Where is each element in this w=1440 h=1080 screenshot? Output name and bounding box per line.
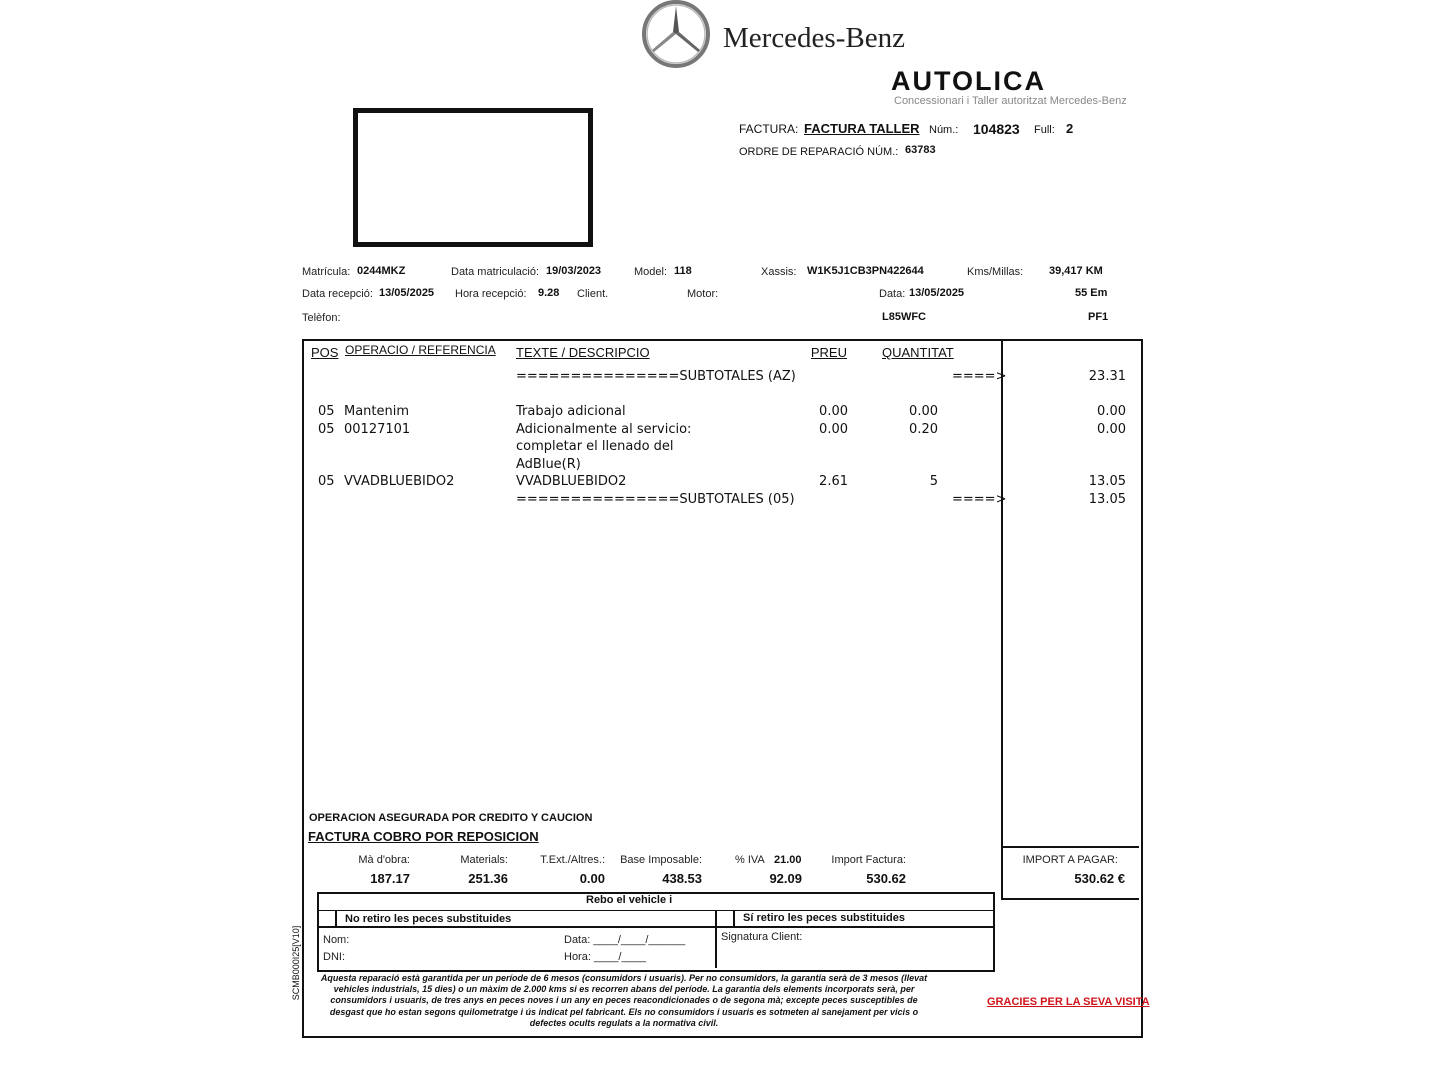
iva-pct: 21.00 xyxy=(774,854,802,866)
table-border-right xyxy=(1141,339,1143,1038)
em-value: 55 Em xyxy=(1075,287,1108,299)
table-row-1-qty: 0.00 xyxy=(909,404,938,419)
subtotal-az-arrow: ====> xyxy=(952,369,1007,384)
data-recepcio-label: Data recepció: xyxy=(302,288,373,300)
client-label: Client. xyxy=(577,288,609,300)
num-label: Núm.: xyxy=(929,124,959,136)
address-window xyxy=(353,108,593,247)
table-row-1-ref: Mantenim xyxy=(344,404,410,419)
si-retiro-tick xyxy=(733,910,735,926)
table-row-2-ref: 00127101 xyxy=(344,422,411,437)
text-label: T.Ext./Altres.: xyxy=(540,854,605,866)
materials-value: 251.36 xyxy=(468,871,508,886)
table-row-3-qty: 5 xyxy=(929,474,938,489)
factura-value: FACTURA TALLER xyxy=(804,121,920,136)
reception-title: Rebo el vehicle i xyxy=(586,894,673,906)
full-value: 2 xyxy=(1066,121,1074,136)
col-header-texte: TEXTE / DESCRIPCIO xyxy=(516,345,650,360)
factura-label: FACTURA: xyxy=(739,122,799,136)
model-value: 118 xyxy=(674,265,692,277)
base-label: Base Imposable: xyxy=(620,854,702,866)
table-row-1-amount: 0.00 xyxy=(1097,404,1126,419)
materials-label: Materials: xyxy=(460,854,508,866)
no-retiro-tick xyxy=(335,910,337,926)
no-retiro-option: No retiro les peces substituides xyxy=(345,913,512,925)
import-value: 530.62 xyxy=(866,871,906,886)
reception-column-divider xyxy=(715,910,717,968)
side-code: SCMB000I25[V10] xyxy=(291,925,301,1001)
import-label: Import Factura: xyxy=(831,854,906,866)
num-value: 104823 xyxy=(973,121,1020,137)
table-row-2-desc-line3: AdBlue(R) xyxy=(516,457,581,472)
data-value: 13/05/2025 xyxy=(909,287,965,299)
xassis-label: Xassis: xyxy=(761,266,797,278)
kms-value: 39,417 KM xyxy=(1049,265,1103,277)
pagar-value: 530.62 € xyxy=(1074,871,1125,886)
reception-title-divider xyxy=(319,910,993,911)
amount-column-divider xyxy=(1001,339,1003,900)
dealer-name: AUTOLICA xyxy=(891,66,1046,96)
note-cobro: FACTURA COBRO POR REPOSICION xyxy=(308,829,539,844)
matricula-label: Matrícula: xyxy=(302,266,351,278)
ma-obra-label: Mà d'obra: xyxy=(358,854,410,866)
ordre-label: ORDRE DE REPARACIÓ NÚM.: xyxy=(739,146,899,158)
data-matric-value: 19/03/2023 xyxy=(546,265,602,277)
note-asegurada: OPERACION ASEGURADA POR CREDITO Y CAUCION xyxy=(309,812,593,824)
table-row-3-ref: VVADBLUEBIDO2 xyxy=(344,474,455,489)
hora-recepcio-value: 9.28 xyxy=(538,287,560,299)
text-value: 0.00 xyxy=(579,871,605,886)
ma-obra-value: 187.17 xyxy=(370,871,410,886)
si-retiro-option: Sí retiro les peces substituides xyxy=(743,912,906,924)
data-label: Data: xyxy=(879,288,906,300)
hora-signature-field: Hora: ____/____ xyxy=(564,951,646,963)
table-row-2-desc-line1: Adicionalmente al servicio: xyxy=(516,422,692,437)
pagar-label: IMPORT A PAGAR: xyxy=(1022,854,1118,866)
brand-name: Mercedes-Benz xyxy=(723,22,905,54)
table-row-2-desc-line2: completar el llenado del xyxy=(516,439,674,454)
dni-label: DNI: xyxy=(323,951,345,963)
warranty-disclaimer: Aquesta reparació està garantida per un període de 6 mesos (consumidors i usuaris). Per no consumidors, la garantia serà de 3 mesos (llevat vehicles industrials, 15 dies) o un màxim de 2.000 kms si es recorren abans del període. La garantia dels elements incorporats serà, per consumidors i usuaris, de tres anys en peces noves i un any en peces reacondicionades o de segona mà; excepte peces susceptibles de desgast que ho estan segons quilometratge i ús indicat pel fabricant. Els no consumidors i usuaris es sotmeten al sanejament per vicis o defectes ocults regulats a la normativa civil. xyxy=(320,973,928,1028)
subtotal-az-label: ===============SUBTOTALES (AZ) xyxy=(516,369,796,384)
ordre-value: 63783 xyxy=(905,144,936,156)
table-row-2-amount: 0.00 xyxy=(1097,422,1126,437)
table-row-2-pos: 05 xyxy=(318,422,335,437)
table-row-3-amount: 13.05 xyxy=(1088,474,1126,489)
table-row-3-desc: VVADBLUEBIDO2 xyxy=(516,474,627,489)
hora-recepcio-label: Hora recepció: xyxy=(455,288,527,300)
col-header-operacio: OPERACIO / REFERENCIA xyxy=(345,343,496,357)
thanks-message: GRACIES PER LA SEVA VISITA xyxy=(987,996,1150,1008)
motor-label: Motor: xyxy=(687,288,719,300)
pay-box-bottom xyxy=(1001,898,1139,900)
table-row-3-preu: 2.61 xyxy=(819,474,848,489)
nom-label: Nom: xyxy=(323,934,350,946)
signatura-label: Signatura Client: xyxy=(721,931,803,943)
table-row-1-pos: 05 xyxy=(318,404,335,419)
data-signature-field: Data: ____/____/______ xyxy=(564,934,686,946)
kms-label: Kms/Millas: xyxy=(967,266,1024,278)
table-row-1-preu: 0.00 xyxy=(819,404,848,419)
table-row-1-desc: Trabajo adicional xyxy=(516,404,626,419)
table-border-left xyxy=(302,339,304,1038)
code1-value: L85WFC xyxy=(882,311,926,323)
xassis-value: W1K5J1CB3PN422644 xyxy=(807,265,924,277)
col-header-quantitat: QUANTITAT xyxy=(882,345,954,360)
table-row-3-pos: 05 xyxy=(318,474,335,489)
iva-value: 92.09 xyxy=(769,871,802,886)
code2-value: PF1 xyxy=(1088,311,1109,323)
subtotal-05-arrow: ====> xyxy=(952,492,1007,507)
table-border-top xyxy=(302,339,1143,341)
telefon-label: Telèfon: xyxy=(302,312,341,324)
data-matric-label: Data matriculació: xyxy=(451,266,540,278)
full-label: Full: xyxy=(1034,124,1055,136)
iva-label: % IVA xyxy=(735,854,765,866)
dealer-tagline: Concessionari i Taller autoritzat Mercedes-Benz xyxy=(894,95,1127,107)
matricula-value: 0244MKZ xyxy=(357,265,406,277)
subtotal-05-amount: 13.05 xyxy=(1088,492,1126,507)
data-recepcio-value: 13/05/2025 xyxy=(379,287,435,299)
pay-box-top xyxy=(1001,846,1139,848)
col-header-preu: PREU xyxy=(810,345,847,360)
subtotal-05-label: ===============SUBTOTALES (05) xyxy=(516,492,795,507)
model-label: Model: xyxy=(634,266,668,278)
table-row-2-preu: 0.00 xyxy=(819,422,848,437)
mercedes-star-icon xyxy=(641,0,711,70)
reception-option-divider xyxy=(319,926,993,928)
subtotal-az-amount: 23.31 xyxy=(1088,369,1126,384)
table-border-bottom xyxy=(302,1036,1143,1038)
col-header-pos: POS xyxy=(311,345,339,360)
base-value: 438.53 xyxy=(662,871,702,886)
table-row-2-qty: 0.20 xyxy=(909,422,938,437)
